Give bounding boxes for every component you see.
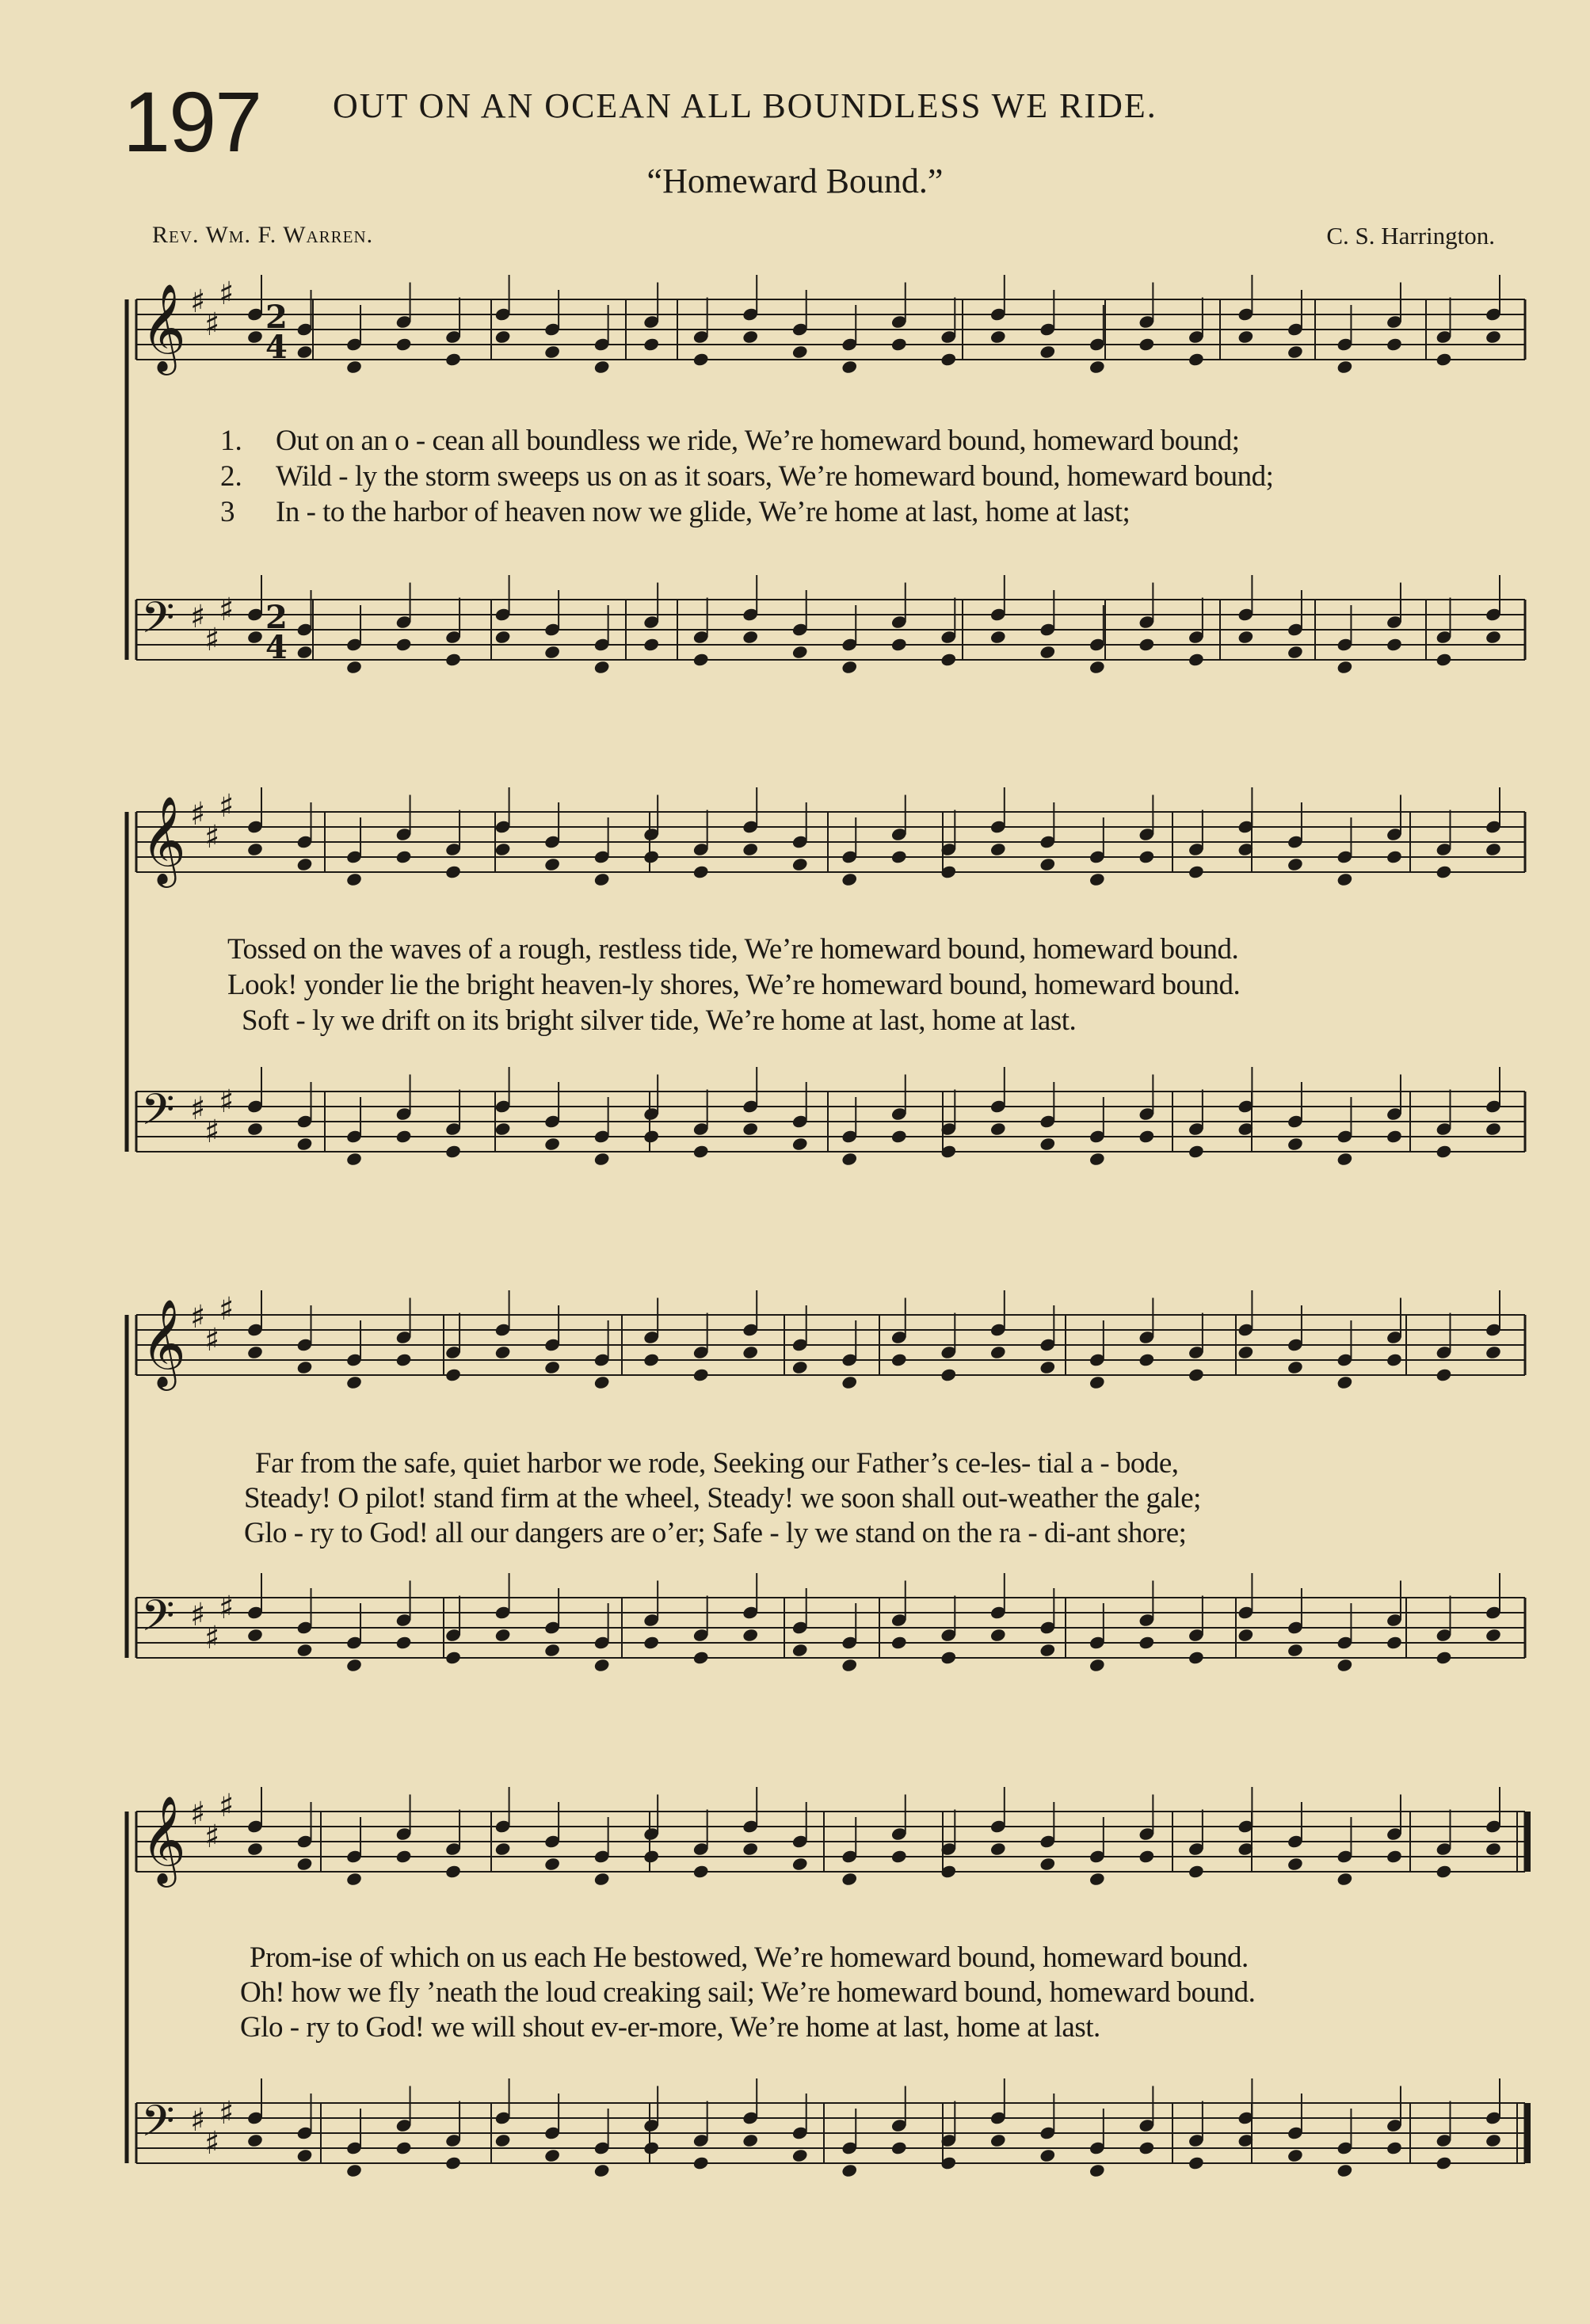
note-head [296,1643,314,1658]
note-head [1188,352,1205,367]
note-head [791,2148,809,2163]
note-head [841,360,858,375]
sharp-sign: ♯ [204,622,220,658]
note-head [1436,1650,1453,1665]
note-head [742,1122,759,1137]
note-head [395,2140,413,2155]
note-head [1039,1137,1056,1152]
note-head [494,1345,512,1360]
note-head [395,1129,413,1144]
note-head [1089,1872,1106,1887]
note-head [1386,2140,1403,2155]
note-head [791,857,809,872]
note-head [1287,857,1304,872]
sharp-sign: ♯ [190,599,206,635]
time-signature-bottom: 4 [265,329,288,366]
note-head [1485,842,1502,857]
note-head [841,872,858,887]
note-head [1386,1129,1403,1144]
note-head [1287,345,1304,360]
note-head [494,630,512,645]
note-head [890,849,908,864]
note-head [841,1658,858,1673]
note-head [296,1360,314,1375]
note-head [1386,337,1403,352]
hymn-number: 197 [123,74,261,170]
note-head [642,337,660,352]
note-head [395,1635,413,1650]
note-head [345,1872,363,1887]
note-head [1436,1144,1453,1159]
note-head [742,1345,759,1360]
note-head [345,1152,363,1167]
note-head [742,1628,759,1643]
note-head [296,2148,314,2163]
note-head [1485,1122,1502,1137]
note-head [1336,360,1354,375]
sharp-sign: ♯ [204,1819,220,1855]
note-head [1089,360,1106,375]
time-signature-top: 2 [265,299,288,336]
note-head [1436,864,1453,879]
note-head [1386,849,1403,864]
note-head [692,2155,710,2170]
author-credit: Rev. Wm. F. Warren. [152,222,374,248]
note-head [593,1375,611,1390]
note-head [395,1849,413,1864]
note-head [1138,637,1156,652]
sharp-sign: ♯ [204,1620,220,1656]
note-head [1138,337,1156,352]
note-head [989,1628,1007,1643]
note-head [1436,1367,1453,1382]
bass-clef: 𝄢 [141,592,175,653]
sharp-sign: ♯ [219,1590,234,1626]
note-head [1436,2155,1453,2170]
note-head [1336,1872,1354,1887]
note-head [841,2163,858,2178]
note-head [543,1857,561,1872]
note-head [593,1658,611,1673]
bass-clef: 𝄢 [141,1591,175,1652]
bass-clef: 𝄢 [141,2096,175,2157]
verse-number: 3 [220,496,235,528]
note-head [296,857,314,872]
note-head [1336,660,1354,675]
verse-number: 1. [220,425,242,457]
note-head [1039,1857,1056,1872]
note-head [841,660,858,675]
note-head [791,345,809,360]
note-head [444,864,462,879]
sharp-sign: ♯ [190,1597,206,1633]
note-head [543,345,561,360]
note-head [1386,1849,1403,1864]
note-head [296,1857,314,1872]
note-head [791,1137,809,1152]
note-head [543,857,561,872]
lyric-text: Far from the safe, quiet harbor we rode, Seeking our Father’s ce-les- tial a - bode, [255,1447,1179,1480]
note-head [989,1122,1007,1137]
note-head [543,645,561,660]
note-head [1287,1360,1304,1375]
note-head [543,1137,561,1152]
note-head [494,1842,512,1857]
time-signature-top: 2 [265,599,288,636]
note-head [593,872,611,887]
sharp-sign: ♯ [204,1114,220,1150]
note-head [989,330,1007,345]
note-head [1436,652,1453,667]
note-head [1287,645,1304,660]
note-head [890,1352,908,1367]
note-head [246,330,264,345]
note-head [1287,2148,1304,2163]
note-head [1287,1857,1304,1872]
note-head [543,2148,561,2163]
hymn-title: OUT ON AN OCEAN ALL BOUNDLESS WE RIDE. [333,86,1157,125]
lyric-text: Soft - ly we drift on its bright silver tide, We’re home at last, home at last. [242,1004,1077,1037]
note-head [989,630,1007,645]
treble-clef: 𝄞 [141,1795,186,1884]
sharp-sign: ♯ [219,276,234,312]
note-head [1287,1137,1304,1152]
lyric-text: Wild - ly the storm sweeps us on as it soars, We’re homeward bound, homeward bound; [276,460,1274,493]
time-signature-bottom: 4 [265,629,288,666]
note-head [791,1857,809,1872]
note-head [1485,1842,1502,1857]
note-head [1138,1129,1156,1144]
note-head [642,1352,660,1367]
note-head [742,630,759,645]
note-head [841,1152,858,1167]
note-head [593,660,611,675]
note-head [989,2133,1007,2148]
note-head [1336,1658,1354,1673]
note-head [791,645,809,660]
note-head [345,1375,363,1390]
note-head [1039,857,1056,872]
lyric-text: Out on an o - cean all boundless we ride, We’re homeward bound, homeward bound; [276,425,1240,457]
note-head [742,330,759,345]
note-head [1287,1643,1304,1658]
note-head [940,1367,957,1382]
note-head [1138,1849,1156,1864]
note-head [642,1849,660,1864]
note-head [1188,1864,1205,1879]
sharp-sign: ♯ [204,307,220,343]
note-head [1237,330,1255,345]
sharp-sign: ♯ [190,796,206,832]
verse-number: 2. [220,460,242,493]
note-head [1188,1650,1205,1665]
note-head [989,842,1007,857]
note-head [841,1375,858,1390]
sharp-sign: ♯ [204,2125,220,2162]
note-head [1039,645,1056,660]
note-head [791,1643,809,1658]
note-head [444,1650,462,1665]
note-head [692,1864,710,1879]
note-head [345,660,363,675]
note-head [692,1144,710,1159]
note-head [593,360,611,375]
note-head [642,1129,660,1144]
note-head [395,849,413,864]
sharp-sign: ♯ [219,1291,234,1328]
note-head [444,652,462,667]
note-head [692,1650,710,1665]
note-head [1336,1375,1354,1390]
note-head [1089,1152,1106,1167]
note-head [692,352,710,367]
note-head [593,1872,611,1887]
treble-clef: 𝄞 [141,795,186,884]
note-head [246,1345,264,1360]
note-head [692,864,710,879]
note-head [841,1872,858,1887]
note-head [692,1367,710,1382]
note-head [444,352,462,367]
note-head [345,2163,363,2178]
note-head [1237,1628,1255,1643]
lyric-text: Tossed on the waves of a rough, restless tide, We’re homeward bound, homeward bound. [227,933,1239,966]
lyric-text: Look! yonder lie the bright heaven-ly shores, We’re homeward bound, homeward bound. [227,969,1241,1001]
note-head [246,1122,264,1137]
note-head [1237,1345,1255,1360]
sharp-sign: ♯ [204,1322,220,1358]
note-head [1039,2148,1056,2163]
note-head [1089,2163,1106,2178]
note-head [246,1628,264,1643]
note-head [1485,330,1502,345]
composer-credit: C. S. Harrington. [1326,222,1495,250]
lyric-text: Oh! how we fly ’neath the loud creaking sail; We’re homeward bound, homeward bound. [240,1976,1256,2009]
note-head [543,1643,561,1658]
note-head [1188,652,1205,667]
note-head [345,872,363,887]
note-head [494,1628,512,1643]
note-head [296,345,314,360]
note-head [1138,1635,1156,1650]
sharp-sign: ♯ [219,2095,234,2132]
note-head [642,2140,660,2155]
note-head [1485,1628,1502,1643]
note-head [742,842,759,857]
note-head [246,842,264,857]
note-head [444,1144,462,1159]
note-head [1188,1367,1205,1382]
note-head [890,1635,908,1650]
note-head [1336,872,1354,887]
note-head [345,360,363,375]
note-head [494,842,512,857]
note-head [1485,1345,1502,1360]
note-head [1089,660,1106,675]
note-head [1089,1375,1106,1390]
note-head [395,337,413,352]
note-head [1089,1658,1106,1673]
note-head [444,2155,462,2170]
note-head [1237,630,1255,645]
note-head [1138,2140,1156,2155]
sharp-sign: ♯ [204,819,220,855]
note-head [742,1842,759,1857]
note-head [543,1360,561,1375]
note-head [940,1650,957,1665]
note-head [395,637,413,652]
note-head [1436,1864,1453,1879]
note-head [791,1360,809,1375]
sharp-sign: ♯ [190,1299,206,1335]
note-head [1188,864,1205,879]
note-head [692,652,710,667]
sharp-sign: ♯ [190,1091,206,1127]
note-head [1039,1643,1056,1658]
note-head [940,652,957,667]
sharp-sign: ♯ [219,788,234,825]
note-head [246,1842,264,1857]
note-head [444,1367,462,1382]
treble-clef: 𝄞 [141,283,186,371]
note-head [742,2133,759,2148]
note-head [642,849,660,864]
note-head [1188,1144,1205,1159]
note-head [246,2133,264,2148]
lyric-text: Steady! O pilot! stand firm at the wheel, Steady! we soon shall out-weather the gale; [244,1482,1201,1514]
note-head [1386,1635,1403,1650]
note-head [395,1352,413,1367]
note-head [1188,2155,1205,2170]
note-head [444,1864,462,1879]
note-head [1485,2133,1502,2148]
note-head [296,645,314,660]
note-head [494,1122,512,1137]
note-head [345,1658,363,1673]
note-head [1436,352,1453,367]
treble-clef: 𝄞 [141,1298,186,1387]
note-head [1039,345,1056,360]
sharp-sign: ♯ [190,284,206,320]
note-head [642,637,660,652]
note-head [890,2140,908,2155]
sharp-sign: ♯ [219,592,234,628]
sharp-sign: ♯ [190,1796,206,1832]
lyric-text: Prom-ise of which on us each He bestowed, We’re homeward bound, homeward bound. [250,1941,1249,1974]
note-head [940,352,957,367]
note-head [1138,849,1156,864]
note-head [890,337,908,352]
lyric-text: In - to the harbor of heaven now we glide, We’re home at last, home at last; [276,496,1131,528]
note-head [989,1345,1007,1360]
note-head [989,1842,1007,1857]
note-head [1485,630,1502,645]
note-head [890,1849,908,1864]
note-head [593,1152,611,1167]
sharp-sign: ♯ [190,2102,206,2139]
lyric-text: Glo - ry to God! all our dangers are o’er; Safe - ly we stand on the ra - di-ant shore; [244,1517,1187,1549]
note-head [494,330,512,345]
sharp-sign: ♯ [219,1084,234,1120]
lyric-text: Glo - ry to God! we will shout ev-er-more, We’re home at last, home at last. [240,2011,1100,2044]
sharp-sign: ♯ [219,1788,234,1824]
tune-name: “Homeward Bound.” [646,162,944,200]
note-head [1336,1152,1354,1167]
note-head [593,2163,611,2178]
note-head [1386,1352,1403,1367]
bass-clef: 𝄢 [141,1084,175,1145]
note-head [890,637,908,652]
note-head [246,630,264,645]
note-head [296,1137,314,1152]
note-head [1386,637,1403,652]
note-head [1039,1360,1056,1375]
note-head [890,1129,908,1144]
note-head [642,1635,660,1650]
note-head [494,2133,512,2148]
note-head [1138,1352,1156,1367]
note-head [1336,2163,1354,2178]
note-head [1089,872,1106,887]
